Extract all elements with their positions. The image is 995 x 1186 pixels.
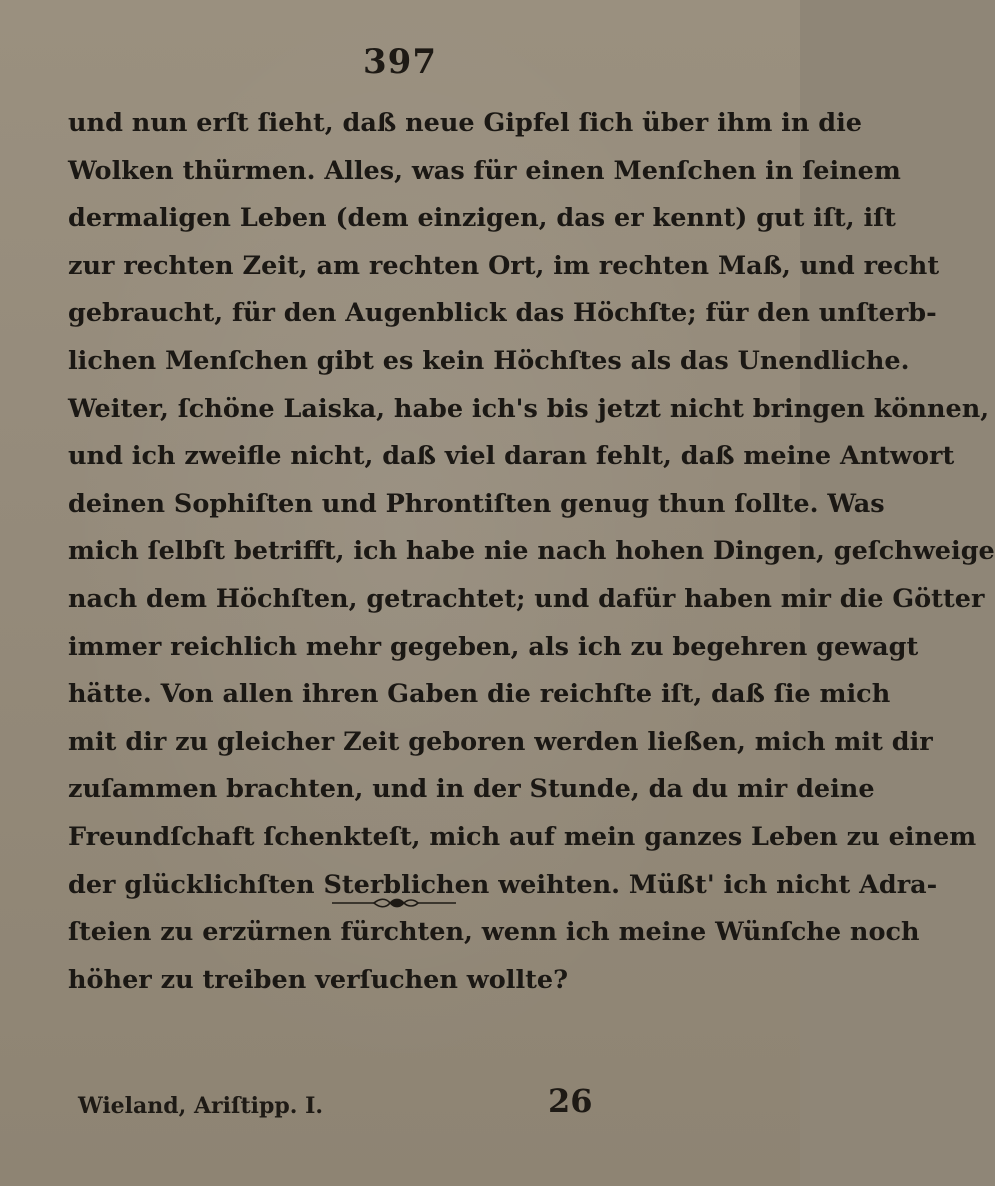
text-line: lichen Menſchen gibt es kein Höchſtes als das Unendliche. <box>68 345 910 376</box>
text-line: Wolken thürmen. Alles, was für einen Menſchen in ſeinem <box>68 155 901 186</box>
text-line: ſteien zu erzürnen fürchten, wenn ich meine Wünſche noch <box>68 917 920 948</box>
footer-sheet-number: 26 <box>548 1082 593 1120</box>
text-line: und nun erſt ſieht, daß neue Gipfel ſich über ihm in die <box>68 108 863 138</box>
text-line: zuſammen brachten, und in der Stunde, da du mir deine <box>68 774 875 805</box>
text-line: nach dem Höchſten, getrachtet; und dafür haben mir die Götter <box>68 583 985 614</box>
text-line: deinen Sophiſten und Phrontiſten genug thun ſollte. Was <box>68 488 885 519</box>
text-line: hätte. Von allen ihren Gaben die reichſte iſt, daß ſie mich <box>68 679 891 710</box>
text-line: mit dir zu gleicher Zeit geboren werden ließen, mich mit dir <box>68 726 933 757</box>
footer-signature: Wieland, Ariſtipp. I. <box>78 1093 324 1119</box>
body-text <box>68 100 995 1004</box>
page-number: 397 <box>363 42 437 82</box>
text-line: zur rechten Zeit, am rechten Ort, im rechten Maß, und recht <box>68 250 940 281</box>
text-line: gebraucht, für den Augenblick das Höchſte; für den unſterb- <box>68 298 937 329</box>
text-line: Freundſchaft ſchenkteſt, mich auf mein ganzes Leben zu einem <box>68 821 977 852</box>
text-line: Weiter, ſchöne Laiska, habe ich's bis jetzt nicht bringen können, <box>68 393 990 424</box>
text-line: und ich zweifle nicht, daß viel daran fehlt, daß meine Antwort <box>68 441 955 472</box>
text-line: dermaligen Leben (dem einzigen, das er kennt) gut iſt, iſt <box>68 203 896 234</box>
text-line: immer reichlich mehr gegeben, als ich zu begehren gewagt <box>68 631 919 662</box>
text-line-last: höher zu treiben verſuchen wollte? <box>68 964 569 995</box>
text-line: mich ſelbſt betrifft, ich habe nie nach hohen Dingen, geſchweige <box>68 536 995 567</box>
section-divider-ornament <box>330 896 458 910</box>
text-line: der glücklichſten Sterblichen weihten. Müßt' ich nicht Adra- <box>68 869 938 900</box>
